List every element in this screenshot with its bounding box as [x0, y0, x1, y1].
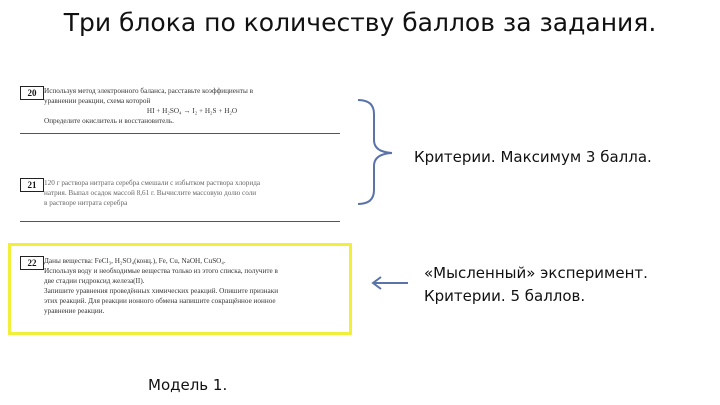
task-line: уравнении реакции, схема которой: [44, 97, 151, 105]
task-line: 120 г раствора нитрата серебра смешали с избытком раствора хлорида: [44, 179, 261, 187]
task-number: 21: [20, 178, 44, 192]
task-line: Используя метод электронного баланса, расставьте коэффициенты в: [44, 87, 253, 95]
task-line: в растворе нитрата серебра: [44, 199, 128, 207]
task-number: 22: [20, 256, 44, 270]
reaction-scheme: HI + H₂SO₄ → I₂ + H₂S + H₂O: [146, 107, 238, 115]
criteria-note: Критерии. Максимум 3 балла.: [414, 148, 652, 166]
task-line: Запишите уравнения проведённых химических реакций. Опишите признаки: [44, 287, 279, 295]
left-arrow-icon: [373, 277, 408, 289]
task-line: Определите окислитель и восстановитель.: [44, 117, 174, 125]
slide-title: Три блока по количеству баллов за задания.: [63, 8, 657, 37]
task-line: этих реакций. Для реакции ионного обмена напишите сокращённое ионное: [44, 297, 276, 305]
task-line: уравнение реакции.: [44, 307, 105, 315]
task-number: 20: [20, 86, 44, 100]
experiment-criteria: Критерии. 5 баллов.: [424, 287, 586, 305]
model-caption: Модель 1.: [148, 376, 228, 394]
task-line: две стадии гидроксид железа(II).: [44, 277, 145, 285]
task-line: натрия. Выпал осадок массой 8,61 г. Вычислите массовую долю соли: [44, 189, 257, 197]
curly-brace-icon: [358, 100, 392, 204]
experiment-note: «Мысленный» эксперимент.: [424, 264, 648, 282]
task-line: Даны вещества: FeCl₃, H₂SO₄(конц.), Fe, Cu, NaOH, CuSO₄.: [44, 257, 226, 265]
task-line: Используя воду и необходимые вещества только из этого списка, получите в: [44, 267, 278, 275]
